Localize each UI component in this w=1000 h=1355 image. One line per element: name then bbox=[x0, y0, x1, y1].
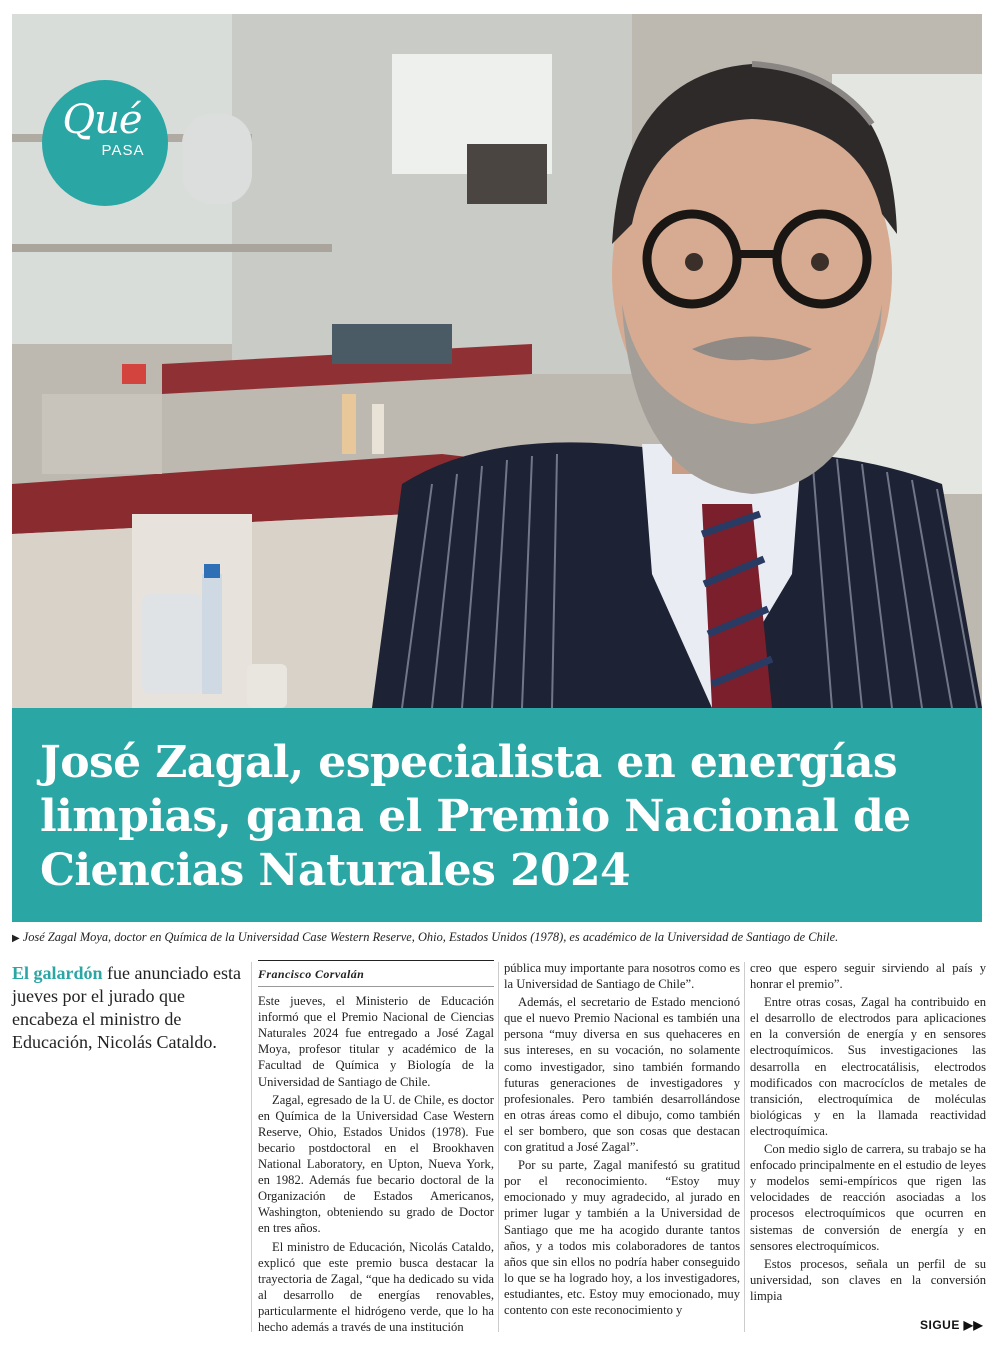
paragraph: creo que espero seguir sirviendo al país y honrar el premio”. bbox=[750, 961, 986, 992]
byline: Francisco Corvalán bbox=[258, 960, 494, 987]
column-rule bbox=[744, 962, 745, 1332]
badge-que: Qué bbox=[62, 97, 142, 143]
caption-arrow-icon: ▶ bbox=[12, 933, 20, 944]
paragraph: Por su parte, Zagal manifestó su gratitud por el reconocimiento. “Estoy muy emocionado y muy agradecido, al jurado en primer lugar y también a la Universidad de Santiago que me ha acogido durante tantos años, y a todos mis colaboradores de tantos años que sin ellos no podría haber conseguido lo que se ha logrado hoy, a los investigadores, estudiantes, etc. Estoy muy emocionado, muy contento con este reconocimiento y bbox=[504, 1158, 740, 1317]
paragraph: Además, el secretario de Estado mencionó que el nuevo Premio Nacional es también una persona “muy diversa en sus quehaceres en sus intereses, en su vocación, no solamente como investigador, sino también formando futuras generaciones de investigadores y profesionales. Pero también desarrollándose en otras áreas como el dibujo, como también el ser bombero, que son cosas que destacan con gratitud a José Zagal”. bbox=[504, 995, 740, 1155]
article-column-1 bbox=[258, 960, 494, 1337]
deck-text: fue anunciado esta jueves por el jurado que encabeza el ministro de Educación, Nicolás Cataldo. bbox=[12, 963, 241, 1052]
deck-keyword: El galardón bbox=[12, 963, 103, 983]
hero-photo bbox=[12, 14, 982, 708]
paragraph: Con medio siglo de carrera, su trabajo se ha enfocado principalmente en el estudio de leyes y modelos semi-empíricos que rigen las velocidades de reacción asociadas a los procesos electroquímicos que ocurren en sistemas de conversión de energía y en sensores electroquímicos. bbox=[750, 1142, 986, 1253]
column-rule bbox=[498, 962, 499, 1332]
paragraph: Zagal, egresado de la U. de Chile, es doctor en Química de la Universidad Case Western Reserve, Ohio, Estados Unidos (1978). Fue becario postdoctoral en el Brookhaven National Laboratory, en Upton, Nueva York, en 1982. Además fue becario doctoral de la Organización de Estados Americanos, Washington, obteniendo su grado de Doctor en tres años. bbox=[258, 1092, 494, 1236]
article-column-2 bbox=[504, 960, 740, 1320]
paragraph: Este jueves, el Ministerio de Educación informó que el Premio Nacional de Ciencias Naturales 2024 fue entregado a José Zagal Moya, profesor titular y académico de la Facultad de Química y Biología de la Universidad de Santiago de Chile. bbox=[258, 994, 494, 1089]
photo-caption bbox=[12, 930, 992, 945]
lead-deck bbox=[12, 962, 248, 1054]
caption-text: José Zagal Moya, doctor en Química de la Universidad Case Western Reserve, Ohio, Estados Unidos (1978), es académico de la Universidad de Santiago de Chile. bbox=[22, 930, 839, 944]
continue-link[interactable]: SIGUE ▶▶ bbox=[920, 1318, 984, 1332]
paragraph: Entre otras cosas, Zagal ha contribuido en el desarrollo de electrodos para aplicaciones en la conversión de energía y en sensores electroquímicos. Sus investigaciones las desarrolla en electrocatálisis, electrodos modificados con macrocíclos de metales de transición, electroquímica de moléculas biológicas y en la llamada reactividad electroquímica. bbox=[750, 995, 986, 1138]
headline: José Zagal, especialista en energías limpias, gana el Premio Nacional de Ciencias Naturales 2024 bbox=[40, 737, 911, 896]
que-pasa-badge bbox=[42, 80, 168, 206]
paragraph: pública muy importante para nosotros como es la Universidad de Santiago de Chile”. bbox=[504, 961, 740, 992]
column-rule bbox=[251, 962, 252, 1332]
article-column-3 bbox=[750, 960, 986, 1306]
headline-band bbox=[12, 708, 982, 922]
paragraph: Estos procesos, señala un perfil de su universidad, son claves en la conversión limpia bbox=[750, 1256, 986, 1303]
paragraph: El ministro de Educación, Nicolás Cataldo, explicó que este premio busca destacar la trayectoria de Zagal, “que ha dedicado su vida al desarrollo de energías renovables, particularmente el hidrógeno verde, que lo ha hecho además a través de una institución bbox=[258, 1239, 494, 1334]
badge-pasa: PASA bbox=[101, 142, 145, 159]
